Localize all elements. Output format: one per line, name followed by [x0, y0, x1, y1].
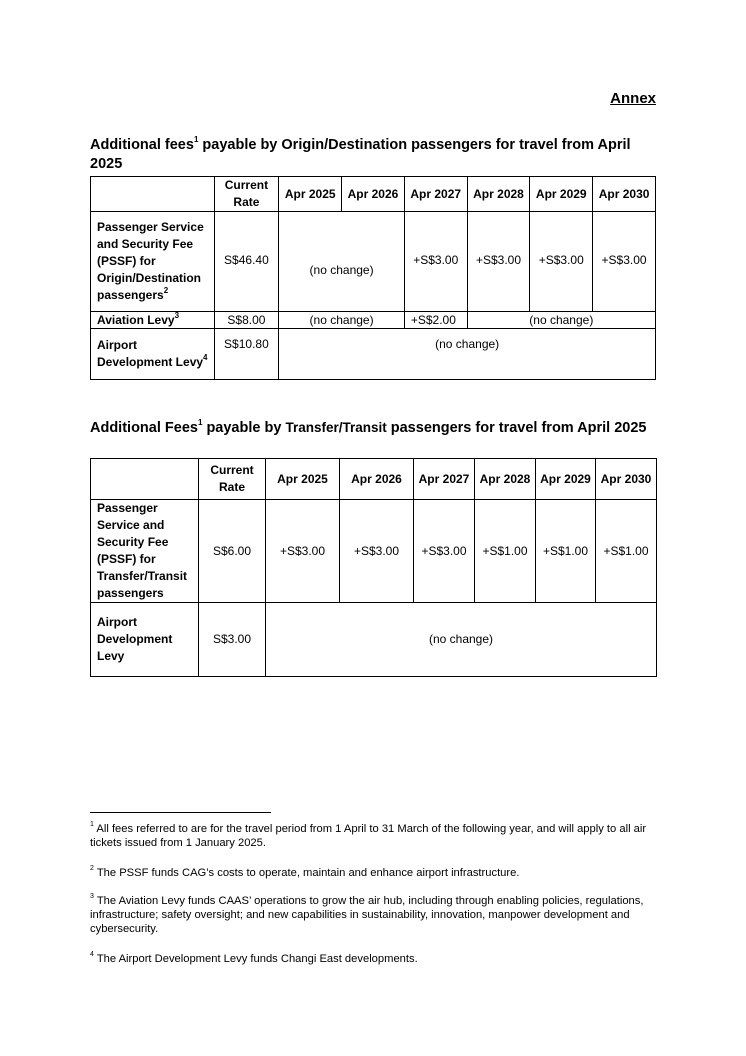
row-label-pssf-transfer: Passenger Service and Security Fee (PSSF) for Transfer/Transit passengers — [91, 500, 199, 603]
cell-apr-2027: +S$3.00 — [414, 500, 475, 603]
header-empty-cell — [91, 459, 199, 500]
cell-no-change: (no change) — [467, 312, 655, 329]
cell-apr-2029: +S$3.00 — [530, 212, 593, 312]
transfer-transit-fees-table — [90, 458, 657, 677]
header-apr-2025: Apr 2025 — [279, 177, 342, 212]
cell-apr-2030: +S$3.00 — [593, 212, 656, 312]
header-apr-2026: Apr 2026 — [340, 459, 414, 500]
footnote-3: $^3$ The Aviation Levy funds CAAS’ operations to grow the air hub, including through enabling policies, regulations, infrastructure; safety oversight; and new capabilities in sustainability, innovation, manpower development and cybersecurity. — [90, 893, 644, 935]
header-empty-cell — [91, 177, 215, 212]
cell-current-rate: S$3.00 — [199, 603, 266, 677]
table-row — [91, 603, 657, 677]
cell-current-rate: S$6.00 — [199, 500, 266, 603]
header-apr-2025: Apr 2025 — [266, 459, 340, 500]
header-apr-2029: Apr 2029 — [530, 177, 593, 212]
table2-heading: Additional Fees$^1$ payable by Transfer/Transit passengers for travel from April 2025 — [90, 418, 647, 436]
table-row — [91, 212, 656, 312]
table-header-row — [91, 459, 657, 500]
table-row — [91, 312, 656, 329]
cell-apr-2026: +S$3.00 — [340, 500, 414, 603]
footnote-4: $^4$ The Airport Development Levy funds Changi East developments. — [90, 951, 418, 965]
cell-apr-2027: +S$3.00 — [404, 212, 467, 312]
cell-apr-2028: +S$1.00 — [475, 500, 536, 603]
footnote-2: $^2$ The PSSF funds CAG’s costs to operate, maintain and enhance airport infrastructure. — [90, 865, 520, 879]
header-current-rate: Current Rate — [199, 459, 266, 500]
cell-apr-2025: +S$3.00 — [266, 500, 340, 603]
table-header-row — [91, 177, 656, 212]
header-apr-2028: Apr 2028 — [475, 459, 536, 500]
cell-current-rate: S$8.00 — [214, 312, 279, 329]
annex-title: Annex — [610, 90, 656, 107]
row-label-airport-dev-levy: Airport Development Levy — [91, 603, 199, 677]
cell-current-rate: S$46.40 — [214, 212, 279, 312]
header-apr-2030: Apr 2030 — [593, 177, 656, 212]
header-apr-2026: Apr 2026 — [342, 177, 405, 212]
cell-apr-2028: +S$3.00 — [467, 212, 530, 312]
header-apr-2027: Apr 2027 — [404, 177, 467, 212]
header-apr-2027: Apr 2027 — [414, 459, 475, 500]
header-apr-2029: Apr 2029 — [536, 459, 596, 500]
table1-heading: Additional fees$^1$ payable by Origin/Destination passengers for travel from April 2025 — [90, 135, 631, 172]
row-label-aviation-levy: Aviation Levy$^3$ — [91, 312, 215, 329]
footnote-divider — [90, 812, 271, 813]
cell-no-change: (no change) — [279, 312, 405, 329]
row-label-airport-dev-levy: Airport Development Levy$^4$ — [91, 329, 215, 380]
table-row — [91, 329, 656, 380]
cell-current-rate: S$10.80 — [214, 329, 279, 380]
footnote-1: $^1$ All fees referred to are for the travel period from 1 April to 31 March of the following year, and will apply to all air tickets issued from 1 January 2025. — [90, 821, 647, 849]
row-label-pssf-od: Passenger Service and Security Fee (PSSF) for Origin/Destination passengers$^2$ — [91, 212, 215, 312]
cell-apr-2029: +S$1.00 — [536, 500, 596, 603]
cell-apr-2027: +S$2.00 — [404, 312, 467, 329]
origin-destination-fees-table — [90, 176, 656, 380]
header-apr-2030: Apr 2030 — [596, 459, 657, 500]
cell-apr-2030: +S$1.00 — [596, 500, 657, 603]
header-current-rate: Current Rate — [214, 177, 279, 212]
table-row — [91, 500, 657, 603]
header-apr-2028: Apr 2028 — [467, 177, 530, 212]
cell-no-change: (no change) — [279, 329, 656, 380]
cell-no-change: (no change) — [266, 603, 657, 677]
cell-no-change: (no change) — [279, 212, 405, 312]
